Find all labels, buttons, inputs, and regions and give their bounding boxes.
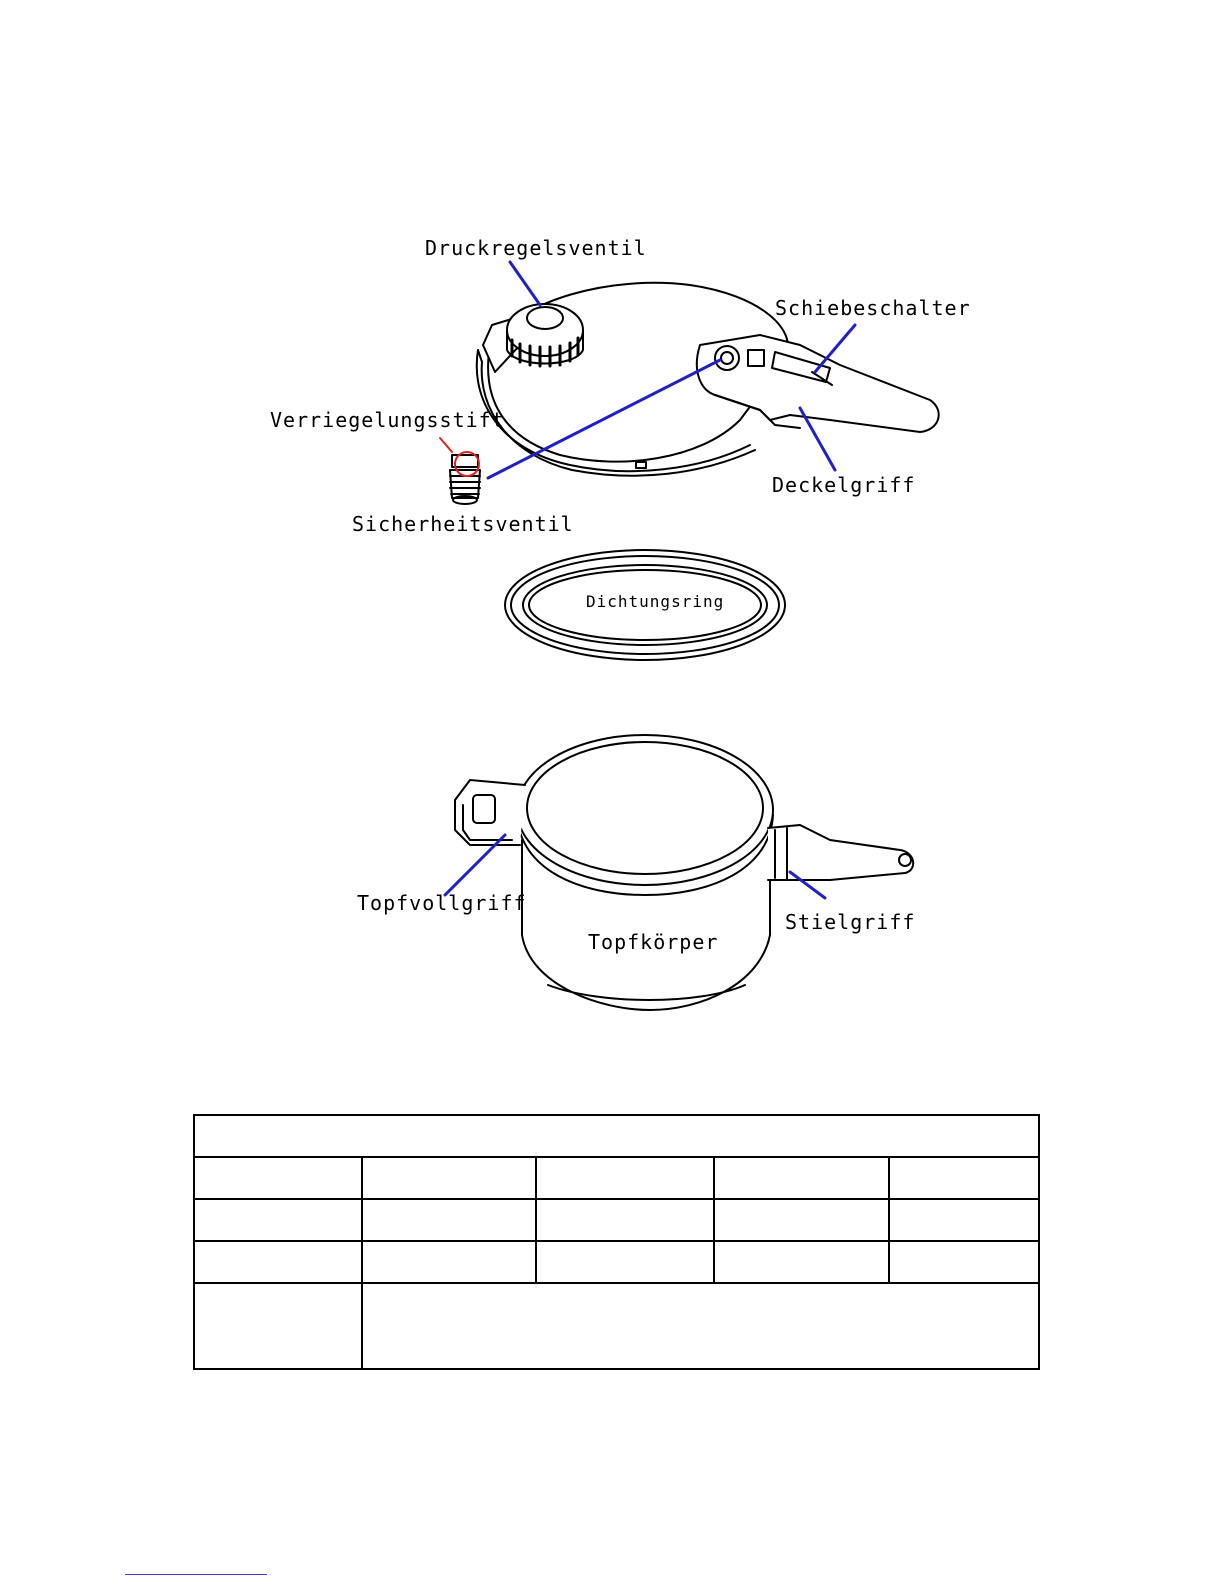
label-safety-valve: Sicherheitsventil — [352, 512, 574, 536]
table-cell — [362, 1199, 536, 1241]
table-row-wide — [194, 1283, 1039, 1369]
label-slide-switch: Schiebeschalter — [775, 296, 971, 320]
label-pot-body: Topfkörper — [588, 930, 719, 954]
table-cell — [714, 1157, 889, 1199]
table-cell — [889, 1241, 1039, 1283]
table-row — [194, 1199, 1039, 1241]
table-cell — [362, 1157, 536, 1199]
label-pot-side-handle: Topfvollgriff — [357, 891, 527, 915]
table-cell — [889, 1157, 1039, 1199]
table-cell — [194, 1241, 362, 1283]
table-cell — [536, 1199, 714, 1241]
table-cell-wide — [362, 1283, 1039, 1369]
table-cell — [536, 1241, 714, 1283]
table-cell — [714, 1241, 889, 1283]
table-cell — [194, 1199, 362, 1241]
table-header-cell — [194, 1115, 1039, 1157]
label-lid-handle: Deckelgriff — [772, 473, 916, 497]
table-cell — [194, 1157, 362, 1199]
label-locking-pin: Verriegelungsstift — [270, 408, 505, 432]
pot-drawing — [455, 735, 916, 1010]
label-sealing-ring: Dichtungsring — [586, 592, 725, 611]
table-cell — [362, 1241, 536, 1283]
label-long-handle: Stielgriff — [785, 910, 916, 934]
table-cell — [194, 1283, 362, 1369]
specification-table — [193, 1114, 1040, 1370]
label-pressure-valve: Druckregelsventil — [425, 236, 647, 260]
footnote-separator — [125, 1574, 267, 1575]
table-row — [194, 1241, 1039, 1283]
table-cell — [536, 1157, 714, 1199]
table-cell — [714, 1199, 889, 1241]
table-header-row — [194, 1115, 1039, 1157]
table-row — [194, 1157, 1039, 1199]
table-cell — [889, 1199, 1039, 1241]
